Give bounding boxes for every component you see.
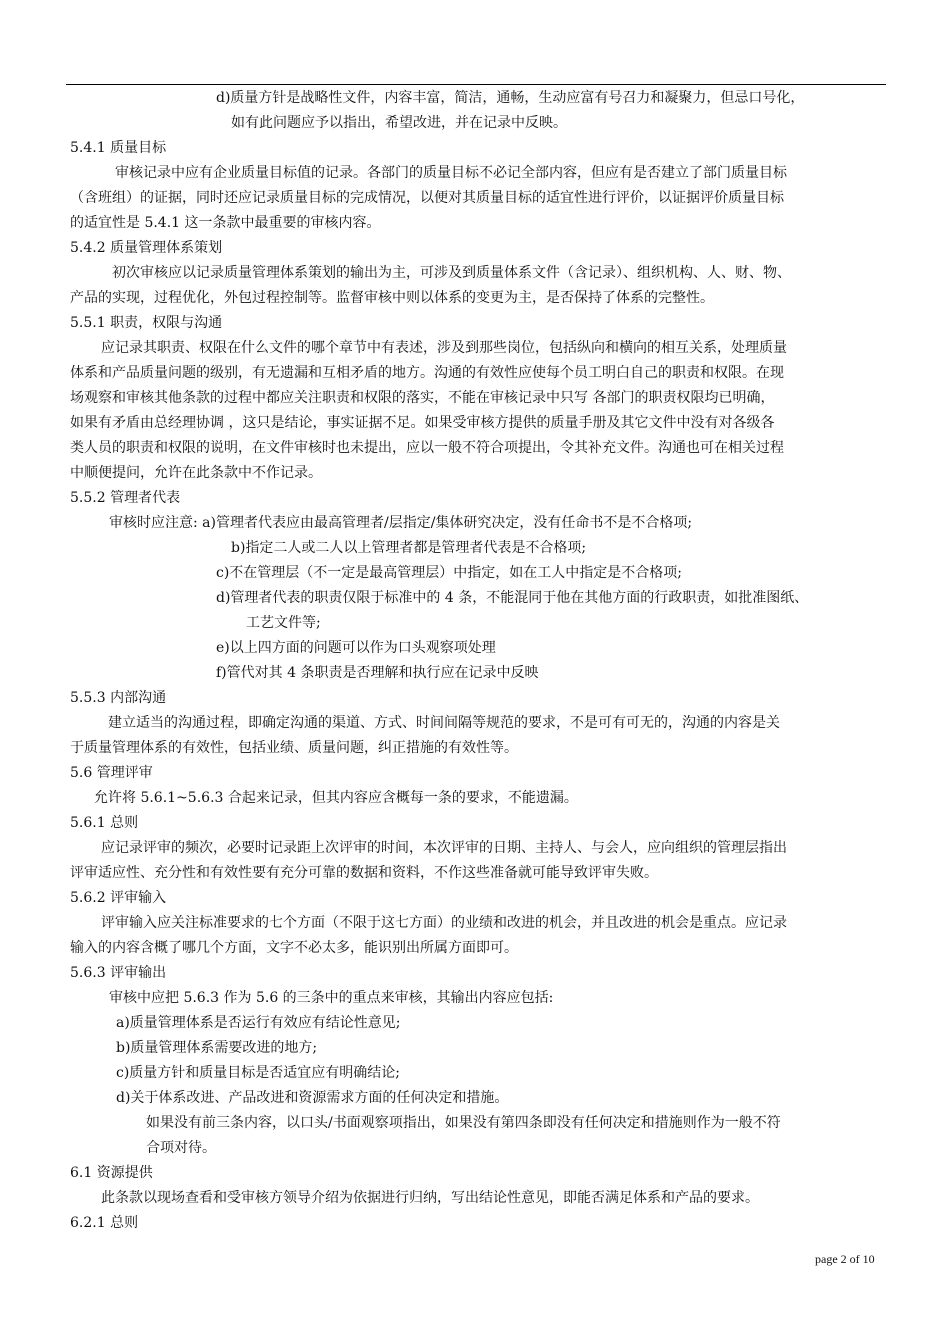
text-line: （含班组）的证据，同时还应记录质量目标的完成情况，以便对其质量目标的适宜性进行评价，以证据评价质量目标 [70,190,784,206]
text-line: d)质量方针是战略性文件，内容丰富，简洁，通畅，生动应富有号召力和凝聚力，但忌口号化， [216,90,805,106]
text-line: 体系和产品质量问题的级别，有无遗漏和互相矛盾的地方。沟通的有效性应使每个员工明白自己的职责和权限。在现 [70,365,784,381]
section-heading: 5.6.2 评审输入 [70,890,167,906]
section-heading: 5.6 管理评审 [70,765,153,781]
text-line: 合项对待。 [146,1140,216,1156]
text-line: 评审输入应关注标准要求的七个方面（不限于这七方面）的业绩和改进的机会，并且改进的机会是重点。应记录 [101,915,787,931]
text-line: d)关于体系改进、产品改进和资源需求方面的任何决定和措施。 [116,1090,509,1106]
section-heading: 5.4.2 质量管理体系策划 [70,240,223,256]
text-line: 应记录评审的频次，必要时记录距上次评审的时间，本次评审的日期、主持人、与会人，应向组织的管理层指出 [101,840,787,856]
text-line: 审核时应注意: a)管理者代表应由最高管理者/层指定/集体研究决定，没有任命书不是不合格项; [109,515,693,531]
text-line: 应记录其职责、权限在什么文件的哪个章节中有表述，涉及到那些岗位，包括纵向和横向的相互关系，处理质量 [101,340,787,356]
text-line: 输入的内容含概了哪几个方面，文字不必太多，能识别出所属方面即可。 [70,940,518,956]
text-line: c)质量方针和质量目标是否适宜应有明确结论; [116,1065,401,1081]
text-line: 审核中应把 5.6.3 作为 5.6 的三条中的重点来审核，其输出内容应包括: [109,990,554,1006]
section-heading: 5.6.3 评审输出 [70,965,167,981]
text-line: 如有此问题应予以指出，希望改进，并在记录中反映。 [231,115,567,131]
text-line: 产品的实现，过程优化，外包过程控制等。监督审核中则以体系的变更为主，是否保持了体系的完整性。 [70,290,714,306]
section-heading: 5.4.1 质量目标 [70,140,167,156]
section-heading: 5.5.2 管理者代表 [70,490,181,506]
text-line: d)管理者代表的职责仅限于标准中的 4 条，不能混同于他在其他方面的行政职责，如批准图纸、 [216,590,809,606]
section-heading: 6.2.1 总则 [70,1215,139,1231]
text-line: f)管代对其 4 条职责是否理解和执行应在记录中反映 [216,665,539,681]
text-line: 场观察和审核其他条款的过程中都应关注职责和权限的落实，不能在审核记录中只写 各部门的职责权限均已明确， [70,390,775,406]
text-line: 于质量管理体系的有效性，包括业绩、质量问题，纠正措施的有效性等。 [70,740,518,756]
text-line: c)不在管理层（不一定是最高管理层）中指定，如在工人中指定是不合格项; [216,565,683,581]
text-line: 建立适当的沟通过程，即确定沟通的渠道、方式、时间间隔等规范的要求，不是可有可无的，沟通的内容是关 [108,715,780,731]
text-line: 此条款以现场查看和受审核方领导介绍为依据进行归纳，写出结论性意见，即能否满足体系和产品的要求。 [101,1190,759,1206]
text-line: 评审适应性、充分性和有效性要有充分可靠的数据和资料，不作这些准备就可能导致评审失败。 [70,865,658,881]
text-line: 如果没有前三条内容，以口头/书面观察项指出，如果没有第四条即没有任何决定和措施则作为一般不符 [146,1115,781,1131]
text-line: 审核记录中应有企业质量目标值的记录。各部门的质量目标不必记全部内容，但应有是否建立了部门质量目标 [115,165,787,181]
text-line: b)质量管理体系需要改进的地方; [116,1040,318,1056]
text-line: 中顺便提问，允许在此条款中不作记录。 [70,465,322,481]
text-line: a)质量管理体系是否运行有效应有结论性意见; [116,1015,401,1031]
section-heading: 5.5.1 职责，权限与沟通 [70,315,223,331]
text-line: e)以上四方面的问题可以作为口头观察项处理 [216,640,496,656]
text-line: 类人员的职责和权限的说明，在文件审核时也未提出，应以一般不符合项提出，令其补充文件。沟通也可在相关过程 [70,440,784,456]
page-number: page 2 of 10 [815,1252,875,1266]
text-line: 如果有矛盾由总经理协调 ，这只是结论，事实证据不足。如果受审核方提供的质量手册及其它文件中没有对各级各 [70,415,775,431]
text-line: 允许将 5.6.1~5.6.3 合起来记录，但其内容应含概每一条的要求，不能遗漏。 [94,790,578,806]
header-rule [66,84,886,85]
section-heading: 6.1 资源提供 [70,1165,153,1181]
text-line: 初次审核应以记录质量管理体系策划的输出为主，可涉及到质量体系文件（含记录）、组织机构、人、财、物、 [112,265,791,281]
section-heading: 5.5.3 内部沟通 [70,690,167,706]
text-line: b)指定二人或二人以上管理者都是管理者代表是不合格项; [231,540,587,556]
section-heading: 5.6.1 总则 [70,815,139,831]
text-line: 的适宜性是 5.4.1 这一条款中最重要的审核内容。 [70,215,381,231]
text-line: 工艺文件等; [246,615,321,631]
